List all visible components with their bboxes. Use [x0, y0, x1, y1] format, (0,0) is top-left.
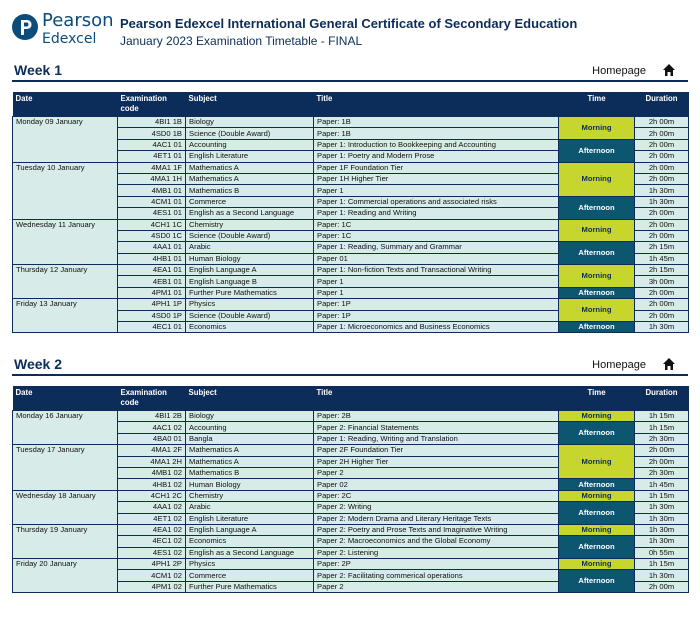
table-header-row	[13, 92, 689, 117]
subject-cell: Mathematics A	[186, 173, 314, 184]
week-title: Week 2	[14, 356, 62, 372]
exam-code-cell: 4PH1 1P	[118, 299, 186, 310]
week-header	[12, 356, 688, 376]
logo-text-edexcel: Edexcel	[42, 31, 97, 47]
exam-code-cell: 4SD0 1C	[118, 230, 186, 241]
time-afternoon-cell: Afternoon	[559, 502, 635, 525]
exam-code-cell: 4ES1 02	[118, 547, 186, 558]
title-cell: Paper 2	[314, 581, 559, 592]
exam-code-cell: 4ES1 01	[118, 208, 186, 219]
duration-cell: 1h 15m	[635, 411, 689, 422]
exam-code-cell: 4CM1 01	[118, 196, 186, 207]
duration-cell: 1h 30m	[635, 570, 689, 581]
exam-code-cell: 4EA1 02	[118, 524, 186, 535]
subject-cell: English as a Second Language	[186, 208, 314, 219]
subject-cell: Accounting	[186, 422, 314, 433]
logo-text-pearson: Pearson	[42, 10, 114, 31]
column-header-subject: Subject	[186, 92, 314, 117]
subject-cell: English as a Second Language	[186, 547, 314, 558]
duration-cell: 2h 00m	[635, 230, 689, 241]
title-cell: Paper 2	[314, 467, 559, 478]
exam-code-cell: 4EC1 02	[118, 536, 186, 547]
exam-code-cell: 4EC1 01	[118, 322, 186, 333]
subject-cell: English Literature	[186, 151, 314, 162]
exam-code-cell: 4BI1 1B	[118, 117, 186, 128]
exam-code-cell: 4SD0 1B	[118, 128, 186, 139]
exam-code-cell: 4PH1 2P	[118, 559, 186, 570]
exam-code-cell: 4AC1 02	[118, 422, 186, 433]
title-cell: Paper 1	[314, 276, 559, 287]
duration-cell: 2h 00m	[635, 151, 689, 162]
time-morning-cell: Morning	[559, 490, 635, 501]
subject-cell: Bangla	[186, 433, 314, 444]
title-cell: Paper 1H Higher Tier	[314, 173, 559, 184]
table-row	[13, 445, 689, 456]
column-header-title: Title	[314, 92, 559, 117]
title-cell: Paper 1: Microeconomics and Business Economics	[314, 322, 559, 333]
duration-cell: 2h 00m	[635, 162, 689, 173]
subject-cell: Further Pure Mathematics	[186, 287, 314, 298]
time-afternoon-cell: Afternoon	[559, 287, 635, 298]
pearson-logo[interactable]	[12, 10, 112, 50]
title-cell: Paper 2: Facilitating commerical operations	[314, 570, 559, 581]
duration-cell: 1h 45m	[635, 479, 689, 490]
title-cell: Paper 2: Poetry and Prose Texts and Imaginative Writing	[314, 524, 559, 535]
subject-cell: Economics	[186, 322, 314, 333]
duration-cell: 1h 30m	[635, 524, 689, 535]
title-cell: Paper 1: Reading, Summary and Grammar	[314, 242, 559, 253]
subject-cell: English Language B	[186, 276, 314, 287]
subject-cell: Mathematics B	[186, 185, 314, 196]
date-cell: Thursday 19 January	[13, 524, 118, 558]
exam-code-cell: 4SD0 1P	[118, 310, 186, 321]
column-header-exam-code: Examination code	[118, 92, 186, 117]
date-cell: Friday 13 January	[13, 299, 118, 333]
exam-code-cell: 4MA1 2H	[118, 456, 186, 467]
title-cell: Paper: 1P	[314, 310, 559, 321]
subject-cell: Science (Double Award)	[186, 230, 314, 241]
date-cell: Tuesday 10 January	[13, 162, 118, 219]
date-cell: Tuesday 17 January	[13, 445, 118, 491]
duration-cell: 1h 30m	[635, 185, 689, 196]
duration-cell: 1h 15m	[635, 559, 689, 570]
title-cell: Paper 1: Introduction to Bookkeeping and Accounting	[314, 139, 559, 150]
date-cell: Monday 16 January	[13, 411, 118, 445]
subject-cell: Mathematics A	[186, 445, 314, 456]
subject-cell: Commerce	[186, 570, 314, 581]
duration-cell: 2h 00m	[635, 219, 689, 230]
exam-code-cell: 4AC1 01	[118, 139, 186, 150]
subject-cell: Chemistry	[186, 219, 314, 230]
table-row	[13, 265, 689, 276]
duration-cell: 1h 30m	[635, 536, 689, 547]
title-cell: Paper 2: Modern Drama and Literary Heritage Texts	[314, 513, 559, 524]
table-row	[13, 411, 689, 422]
exam-code-cell: 4AA1 02	[118, 502, 186, 513]
exam-code-cell: 4BI1 2B	[118, 411, 186, 422]
title-block	[120, 16, 577, 48]
column-header-title: Title	[314, 386, 559, 411]
exam-code-cell: 4BA0 01	[118, 433, 186, 444]
title-cell: Paper 01	[314, 253, 559, 264]
column-header-date: Date	[13, 92, 118, 117]
time-afternoon-cell: Afternoon	[559, 536, 635, 559]
subject-cell: Science (Double Award)	[186, 128, 314, 139]
title-cell: Paper 1: Non-fiction Texts and Transactional Writing	[314, 265, 559, 276]
subject-cell: Commerce	[186, 196, 314, 207]
subject-cell: Economics	[186, 536, 314, 547]
table-row	[13, 162, 689, 173]
duration-cell: 2h 00m	[635, 208, 689, 219]
table-row	[13, 559, 689, 570]
table-header-row	[13, 386, 689, 411]
table-row	[13, 219, 689, 230]
title-cell: Paper: 2C	[314, 490, 559, 501]
exam-code-cell: 4ET1 02	[118, 513, 186, 524]
duration-cell: 1h 30m	[635, 502, 689, 513]
title-cell: Paper: 2P	[314, 559, 559, 570]
exam-code-cell: 4MA1 1F	[118, 162, 186, 173]
title-cell: Paper 1	[314, 185, 559, 196]
time-morning-cell: Morning	[559, 162, 635, 196]
time-afternoon-cell: Afternoon	[559, 570, 635, 593]
subject-cell: Human Biology	[186, 253, 314, 264]
title-cell: Paper: 1B	[314, 128, 559, 139]
title-cell: Paper 1: Poetry and Modern Prose	[314, 151, 559, 162]
home-icon[interactable]	[662, 357, 676, 371]
duration-cell: 0h 55m	[635, 547, 689, 558]
table-row	[13, 117, 689, 128]
page-header	[0, 0, 700, 52]
exam-code-cell: 4CM1 02	[118, 570, 186, 581]
duration-cell: 2h 00m	[635, 128, 689, 139]
duration-cell: 2h 00m	[635, 310, 689, 321]
subject-cell: English Literature	[186, 513, 314, 524]
title-cell: Paper 2: Macroeconomics and the Global Economy	[314, 536, 559, 547]
page-subtitle: January 2023 Examination Timetable - FINAL	[120, 34, 363, 48]
duration-cell: 2h 15m	[635, 265, 689, 276]
date-cell: Monday 09 January	[13, 117, 118, 163]
duration-cell: 1h 45m	[635, 253, 689, 264]
subject-cell: Physics	[186, 299, 314, 310]
week-header	[12, 62, 688, 82]
column-header-subject: Subject	[186, 386, 314, 411]
duration-cell: 2h 00m	[635, 173, 689, 184]
table-row	[13, 490, 689, 501]
time-afternoon-cell: Afternoon	[559, 422, 635, 445]
title-cell: Paper 1: Reading, Writing and Translation	[314, 433, 559, 444]
exam-code-cell: 4PM1 01	[118, 287, 186, 298]
subject-cell: Biology	[186, 411, 314, 422]
time-morning-cell: Morning	[559, 411, 635, 422]
pearson-p-icon	[12, 12, 38, 42]
time-afternoon-cell: Afternoon	[559, 479, 635, 490]
homepage-link[interactable]: Homepage	[592, 65, 646, 77]
subject-cell: English Language A	[186, 265, 314, 276]
time-afternoon-cell: Afternoon	[559, 322, 635, 333]
time-afternoon-cell: Afternoon	[559, 139, 635, 162]
subject-cell: Mathematics A	[186, 162, 314, 173]
time-afternoon-cell: Afternoon	[559, 242, 635, 265]
duration-cell: 1h 30m	[635, 196, 689, 207]
title-cell: Paper 2: Financial Statements	[314, 422, 559, 433]
table-row	[13, 299, 689, 310]
duration-cell: 2h 00m	[635, 445, 689, 456]
duration-cell: 2h 00m	[635, 139, 689, 150]
exam-code-cell: 4EA1 01	[118, 265, 186, 276]
column-header-duration: Duration	[635, 92, 689, 117]
page-title: Pearson Edexcel International General Certificate of Secondary Education	[120, 16, 578, 31]
column-header-time: Time	[559, 386, 635, 411]
title-cell: Paper 02	[314, 479, 559, 490]
title-cell: Paper 1: Commercial operations and associated risks	[314, 196, 559, 207]
exam-code-cell: 4HB1 02	[118, 479, 186, 490]
time-morning-cell: Morning	[559, 117, 635, 140]
exam-code-cell: 4MB1 02	[118, 467, 186, 478]
duration-cell: 2h 30m	[635, 467, 689, 478]
exam-code-cell: 4MA1 2F	[118, 445, 186, 456]
exam-code-cell: 4MA1 1H	[118, 173, 186, 184]
title-cell: Paper 2: Listening	[314, 547, 559, 558]
date-cell: Thursday 12 January	[13, 265, 118, 299]
time-morning-cell: Morning	[559, 265, 635, 288]
exam-code-cell: 4ET1 01	[118, 151, 186, 162]
date-cell: Wednesday 11 January	[13, 219, 118, 265]
duration-cell: 3h 00m	[635, 276, 689, 287]
subject-cell: Mathematics B	[186, 467, 314, 478]
subject-cell: Arabic	[186, 502, 314, 513]
time-morning-cell: Morning	[559, 219, 635, 242]
duration-cell: 2h 30m	[635, 433, 689, 444]
homepage-link[interactable]: Homepage	[592, 359, 646, 371]
title-cell: Paper: 1B	[314, 117, 559, 128]
title-cell: Paper 1F Foundation Tier	[314, 162, 559, 173]
subject-cell: Chemistry	[186, 490, 314, 501]
title-cell: Paper: 1P	[314, 299, 559, 310]
duration-cell: 2h 00m	[635, 299, 689, 310]
exam-code-cell: 4EB1 01	[118, 276, 186, 287]
duration-cell: 1h 30m	[635, 513, 689, 524]
duration-cell: 1h 15m	[635, 422, 689, 433]
subject-cell: Mathematics A	[186, 456, 314, 467]
subject-cell: Accounting	[186, 139, 314, 150]
duration-cell: 2h 00m	[635, 456, 689, 467]
duration-cell: 1h 15m	[635, 490, 689, 501]
title-cell: Paper 1	[314, 287, 559, 298]
exam-timetable-table	[12, 386, 689, 593]
exam-code-cell: 4PM1 02	[118, 581, 186, 592]
subject-cell: English Language A	[186, 524, 314, 535]
column-header-date: Date	[13, 386, 118, 411]
exam-code-cell: 4MB1 01	[118, 185, 186, 196]
time-morning-cell: Morning	[559, 445, 635, 479]
subject-cell: Further Pure Mathematics	[186, 581, 314, 592]
column-header-duration: Duration	[635, 386, 689, 411]
title-cell: Paper: 2B	[314, 411, 559, 422]
table-row	[13, 524, 689, 535]
title-cell: Paper: 1C	[314, 219, 559, 230]
title-cell: Paper 2F Foundation Tier	[314, 445, 559, 456]
subject-cell: Biology	[186, 117, 314, 128]
time-morning-cell: Morning	[559, 559, 635, 570]
subject-cell: Human Biology	[186, 479, 314, 490]
week-title: Week 1	[14, 62, 62, 78]
time-morning-cell: Morning	[559, 299, 635, 322]
exam-code-cell: 4HB1 01	[118, 253, 186, 264]
time-afternoon-cell: Afternoon	[559, 196, 635, 219]
duration-cell: 2h 00m	[635, 581, 689, 592]
exam-code-cell: 4AA1 01	[118, 242, 186, 253]
duration-cell: 2h 15m	[635, 242, 689, 253]
title-cell: Paper 1: Reading and Writing	[314, 208, 559, 219]
exam-code-cell: 4CH1 2C	[118, 490, 186, 501]
exam-code-cell: 4CH1 1C	[118, 219, 186, 230]
time-morning-cell: Morning	[559, 524, 635, 535]
duration-cell: 1h 30m	[635, 322, 689, 333]
subject-cell: Physics	[186, 559, 314, 570]
title-cell: Paper 2: Writing	[314, 502, 559, 513]
title-cell: Paper: 1C	[314, 230, 559, 241]
subject-cell: Science (Double Award)	[186, 310, 314, 321]
title-cell: Paper 2H Higher Tier	[314, 456, 559, 467]
exam-timetable-table	[12, 92, 689, 333]
column-header-time: Time	[559, 92, 635, 117]
duration-cell: 2h 00m	[635, 117, 689, 128]
column-header-exam-code: Examination code	[118, 386, 186, 411]
home-icon[interactable]	[662, 63, 676, 77]
duration-cell: 2h 00m	[635, 287, 689, 298]
subject-cell: Arabic	[186, 242, 314, 253]
date-cell: Friday 20 January	[13, 559, 118, 593]
date-cell: Wednesday 18 January	[13, 490, 118, 524]
